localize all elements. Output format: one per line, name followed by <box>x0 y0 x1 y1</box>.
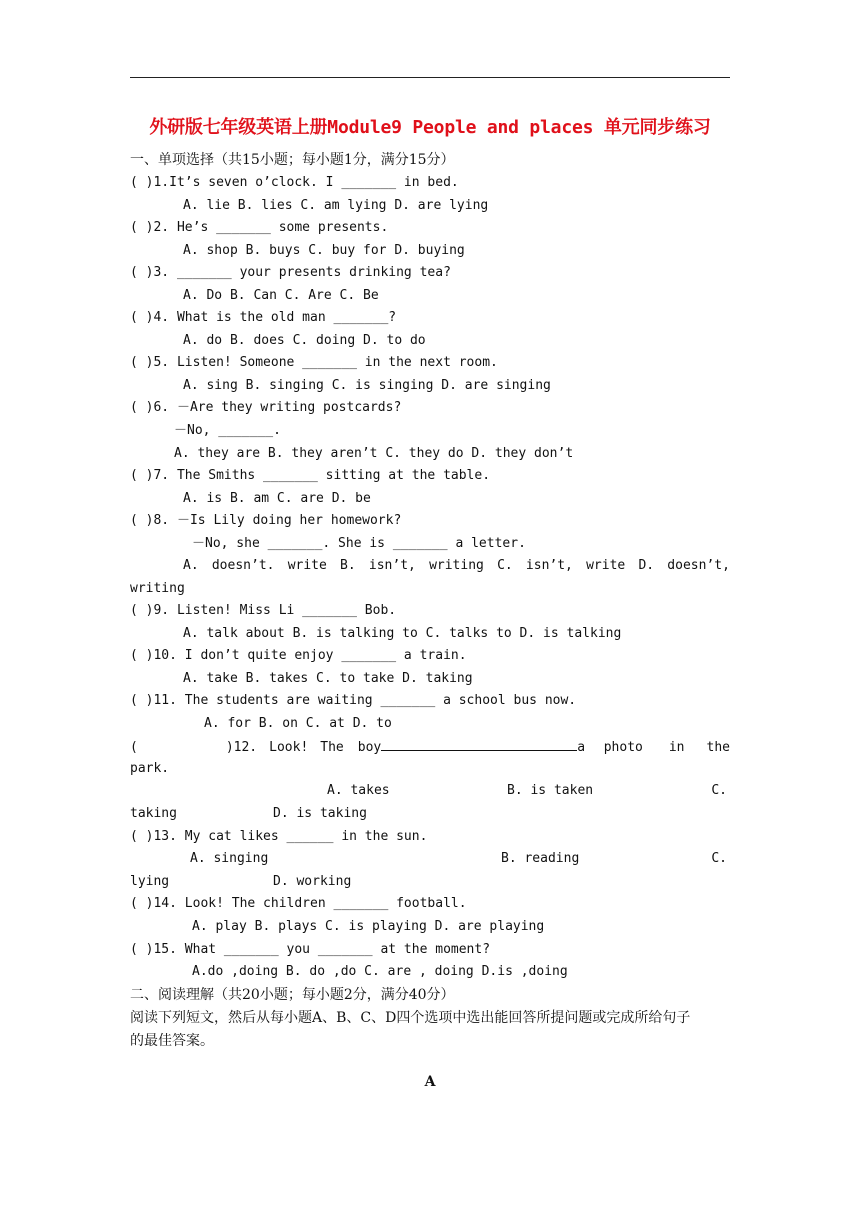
question-10-options: A. take B. takes C. to take D. taking <box>183 671 473 686</box>
question-3-stem: ( )3. _______ your presents drinking tea? <box>130 265 451 280</box>
q13-option-c: lying <box>130 874 170 889</box>
q8-opt-token: doesn’t. <box>211 558 275 573</box>
question-9-options: A. talk about B. is talking to C. talks to D. is talking <box>183 626 622 641</box>
q12-word: photo <box>603 740 643 755</box>
question-6-stem: ( )6. －Are they writing postcards? <box>130 400 402 415</box>
q12-word: boy <box>357 740 382 755</box>
question-7-stem: ( )7. The Smiths _______ sitting at the table. <box>130 468 491 483</box>
question-9-stem: ( )9. Listen! Miss Li _______ Bob. <box>130 603 397 618</box>
question-8-options <box>130 555 730 577</box>
question-12-options-line2 <box>130 803 730 825</box>
section-heading-choice: 一、单项选择（共15小题；每小题1分，满分15分） <box>130 152 455 168</box>
q12-answer-blank <box>381 735 577 751</box>
q8-opt-token: isn’t, <box>525 558 573 573</box>
question-2-options: A. shop B. buys C. buy for D. buying <box>183 243 465 258</box>
q8-opt-token: C. <box>497 558 513 573</box>
q12-option-b: B. is taken <box>507 783 594 798</box>
question-12-stem <box>130 735 730 757</box>
q12-word: Look! <box>269 740 309 755</box>
page-title: 外研版七年级英语上册Module9 People and places 单元同步练习 <box>149 117 711 138</box>
question-10-stem: ( )10. I don’t quite enjoy _______ a train. <box>130 648 467 663</box>
question-14-options: A. play B. plays C. is playing D. are playing <box>192 919 545 934</box>
q12-option-c: taking <box>130 806 177 821</box>
q13-option-c-label: C. <box>711 851 727 866</box>
question-13-options-line2 <box>130 871 730 893</box>
q8-opt-token: isn’t, <box>368 558 416 573</box>
question-7-options: A. is B. am C. are D. be <box>183 491 371 506</box>
q8-opt-token: write <box>586 558 626 573</box>
question-12-options-line1 <box>130 780 730 802</box>
q12-option-d: D. is taking <box>273 806 367 821</box>
q12-option-c-label: C. <box>711 783 727 798</box>
q8-opt-token: writing <box>429 558 484 573</box>
question-15-options: A.do ,doing B. do ,do C. are , doing D.is ,doing <box>192 964 568 979</box>
question-11-options: A. for B. on C. at D. to <box>204 716 392 731</box>
reading-instruction-line1: 阅读下列短文，然后从每小题A、B、C、D四个选项中选出能回答所提问题或完成所给句子 <box>130 1010 691 1026</box>
q12-word: The <box>320 740 344 755</box>
question-4-stem: ( )4. What is the old man _______? <box>130 310 397 325</box>
q8-opt-token: B. <box>340 558 356 573</box>
question-11-stem: ( )11. The students are waiting _______ a school bus now. <box>130 693 577 708</box>
question-1-stem: ( )1.It’s seven o’clock. I _______ in bed. <box>130 175 459 190</box>
q13-option-d: D. working <box>273 874 352 889</box>
q12-number: )12. <box>225 740 258 755</box>
question-14-stem: ( )14. Look! The children _______ football. <box>130 896 467 911</box>
question-8-options-wrap: writing <box>130 581 185 596</box>
question-13-stem: ( )13. My cat likes ______ in the sun. <box>130 829 428 844</box>
question-8-reply: －No, she _______. She is _______ a letter. <box>192 536 526 551</box>
question-6-options: A. they are B. they aren’t C. they do D. they don’t <box>174 446 574 461</box>
section-heading-reading: 二、阅读理解（共20小题；每小题2分，满分40分） <box>130 987 455 1003</box>
q13-option-a: A. singing <box>190 851 269 866</box>
q8-opt-token: write <box>287 558 327 573</box>
header-rule <box>130 77 730 78</box>
question-6-reply: －No, _______. <box>174 423 281 438</box>
q12-option-a: A. takes <box>327 783 390 798</box>
question-5-stem: ( )5. Listen! Someone _______ in the next room. <box>130 355 498 370</box>
q8-opt-token: D. <box>638 558 655 573</box>
question-12-stem-wrap: park. <box>130 761 170 776</box>
question-13-options-line1 <box>130 848 730 870</box>
q12-word: in <box>668 740 685 755</box>
q8-opt-token: doesn’t, <box>667 558 730 573</box>
question-8-stem: ( )8. －Is Lily doing her homework? <box>130 513 402 528</box>
q13-option-b: B. reading <box>501 851 580 866</box>
q8-opt-token: A. <box>183 558 199 573</box>
q12-word: a <box>577 740 586 755</box>
q12-paren-open: ( <box>130 740 138 755</box>
question-2-stem: ( )2. He’s _______ some presents. <box>130 220 389 235</box>
question-15-stem: ( )15. What _______ you _______ at the moment? <box>130 942 491 957</box>
q12-word: the <box>706 740 730 755</box>
question-5-options: A. sing B. singing C. is singing D. are singing <box>183 378 551 393</box>
reading-instruction-line2: 的最佳答案。 <box>130 1033 214 1049</box>
question-4-options: A. do B. does C. doing D. to do <box>183 333 426 348</box>
passage-label: A <box>424 1074 436 1090</box>
question-1-options: A. lie B. lies C. am lying D. are lying <box>183 198 489 213</box>
question-3-options: A. Do B. Can C. Are C. Be <box>183 288 379 303</box>
